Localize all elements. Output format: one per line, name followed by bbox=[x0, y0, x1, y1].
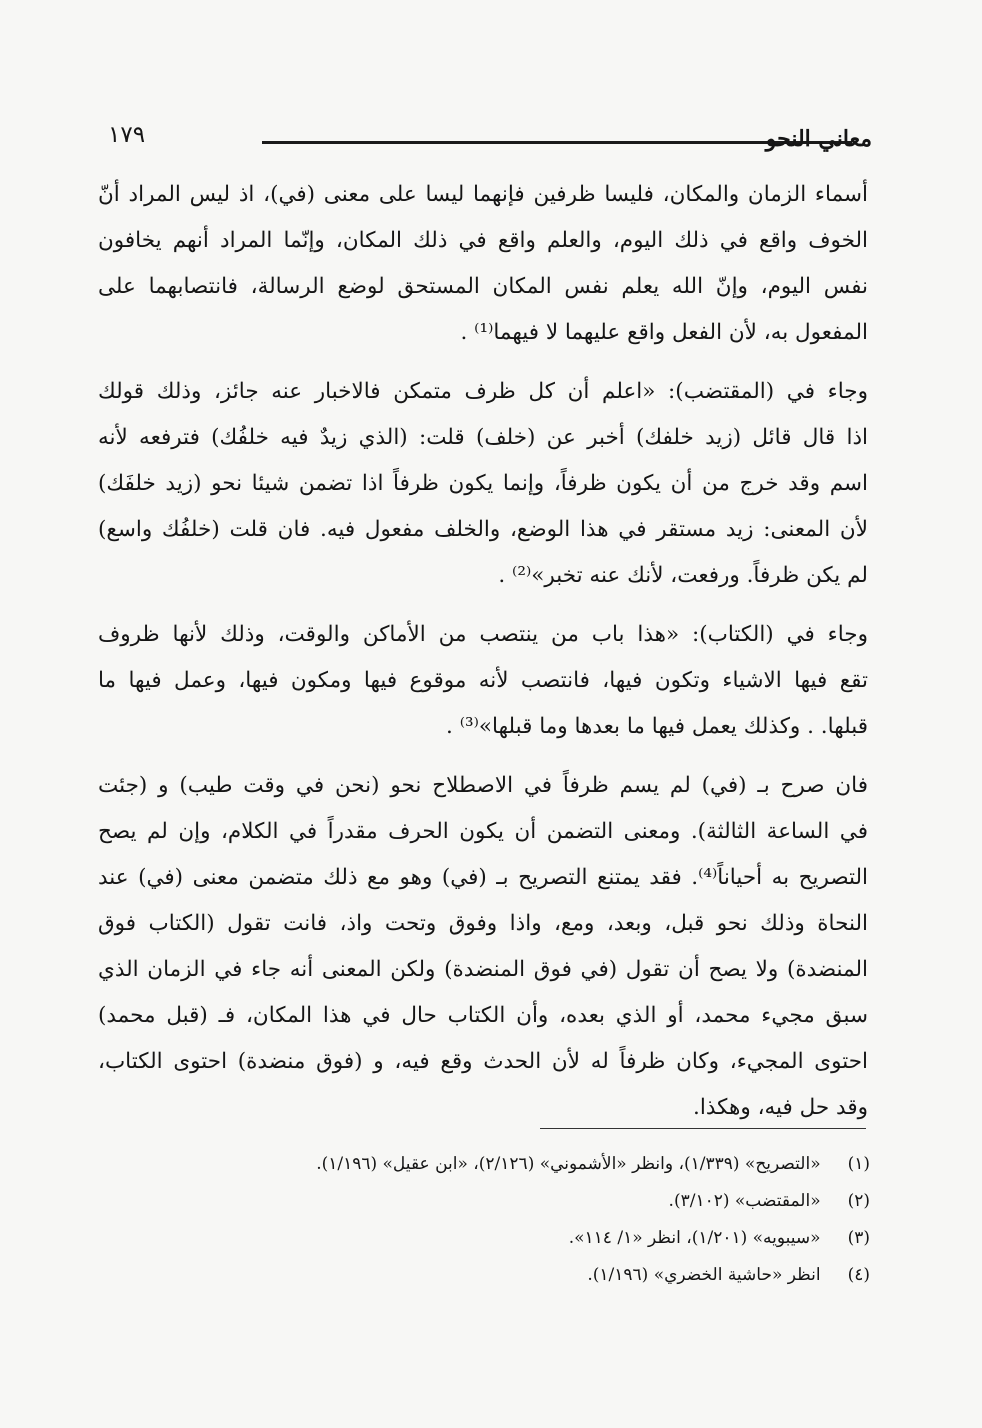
footnote-separator bbox=[540, 1128, 866, 1129]
text-line: الخوف واقع في ذلك اليوم، والعلم واقع في ذلك المكان، وإنّما المراد أنهم يخافون bbox=[98, 228, 868, 253]
paragraph bbox=[98, 763, 868, 1131]
page-header bbox=[102, 122, 872, 164]
footnote-number: (١) bbox=[847, 1154, 870, 1174]
header-rule bbox=[262, 141, 852, 144]
main-text bbox=[98, 172, 868, 1131]
running-title: معاني النحو bbox=[765, 126, 872, 152]
footnote-text: «المقتضب» (٣/١٠٢). bbox=[668, 1191, 821, 1211]
footnote bbox=[170, 1220, 870, 1257]
text-line: لم يكن ظرفاً. ورفعت، لأنك عنه تخبر»⁽²⁾ . bbox=[498, 563, 868, 588]
text-line: احتوى المجيء، وكان ظرفاً له لأن الحدث وقع فيه، و (فوق منضدة) احتوى الكتاب، bbox=[98, 1049, 868, 1074]
text-line: وجاء في (المقتضب): «اعلم أن كل ظرف متمكن فالاخبار عنه جائز، وذلك قولك bbox=[98, 379, 868, 404]
text-line: وجاء في (الكتاب): «هذا باب من ينتصب من الأماكن والوقت، وذلك لأنها ظروف bbox=[98, 622, 868, 647]
paragraph bbox=[98, 612, 868, 750]
text-line: تقع فيها الاشياء وتكون فيها، فانتصب لأنه موقوع فيها ومكون فيها، وعمل فيها ما bbox=[98, 668, 868, 693]
footnote-text: «سيبويه» (١/٢٠١)، انظر «١/ ١١٤». bbox=[568, 1228, 821, 1248]
footnote-number: (٣) bbox=[847, 1228, 870, 1248]
text-line: لأن المعنى: زيد مستقر في هذا الوضع، والخلف مفعول فيه. فان قلت (خلفُك واسع) bbox=[98, 517, 868, 542]
page-number: ١٧٩ bbox=[108, 122, 146, 148]
text-line: المفعول به، لأن الفعل واقع عليهما لا فيهما⁽¹⁾ . bbox=[460, 320, 868, 345]
text-line: اسم وقد خرج من أن يكون ظرفاً، وإنما يكون ظرفاً اذا تضمن شيئا نحو (زيد خلفَك) bbox=[98, 471, 868, 496]
footnote bbox=[170, 1183, 870, 1220]
footnote-number: (٤) bbox=[847, 1265, 870, 1285]
footnote bbox=[170, 1257, 870, 1294]
paragraph bbox=[98, 172, 868, 356]
footnotes bbox=[170, 1146, 870, 1294]
paragraph bbox=[98, 369, 868, 599]
text-line: وقد حل فيه، وهكذا. bbox=[693, 1095, 868, 1120]
text-line: أسماء الزمان والمكان، فليسا ظرفين فإنهما ليسا على معنى (في)، اذ ليس المراد أنّ bbox=[98, 182, 868, 207]
footnote bbox=[170, 1146, 870, 1183]
text-line: نفس اليوم، وإنّ الله يعلم نفس المكان المستحق لوضع الرسالة، فانتصابهما على bbox=[98, 274, 868, 299]
footnote-text: انظر «حاشية الخضري» (١/١٩٦). bbox=[587, 1265, 821, 1285]
text-line: سبق مجيء محمد، أو الذي بعده، وأن الكتاب حال في هذا المكان، فـ (قبل محمد) bbox=[98, 1003, 868, 1028]
text-line: قبلها. . وكذلك يعمل فيها ما بعدها وما قبلها»⁽³⁾ . bbox=[446, 714, 868, 739]
footnote-text: «التصريح» (١/٣٣٩)، وانظر «الأشموني» (٢/١٢٦)، «ابن عقيل» (١/١٩٦). bbox=[316, 1154, 821, 1174]
text-line: اذا قال قائل (زيد خلفك) أخبر عن (خلف) قلت: (الذي زيدٌ فيه خلفُك) فترفعه لأنه bbox=[98, 425, 868, 450]
footnote-number: (٢) bbox=[847, 1191, 870, 1211]
text-line: فان صرح بـ (في) لم يسم ظرفاً في الاصطلاح نحو (نحن في وقت طيب) و (جئت bbox=[98, 773, 868, 798]
text-line: التصريح به أحياناً⁽⁴⁾. فقد يمتنع التصريح بـ (في) وهو مع ذلك متضمن معنى (في) عند bbox=[98, 865, 868, 890]
text-line: المنضدة) ولا يصح أن تقول (في فوق المنضدة) ولكن المعنى أنه جاء في الزمان الذي bbox=[98, 957, 868, 982]
text-line: في الساعة الثالثة). ومعنى التضمن أن يكون الحرف مقدراً في الكلام، وإن لم يصح bbox=[98, 819, 868, 844]
text-line: النحاة وذلك نحو قبل، وبعد، ومع، واذا وفوق وتحت واذ، فانت تقول (الكتاب فوق bbox=[98, 911, 868, 936]
